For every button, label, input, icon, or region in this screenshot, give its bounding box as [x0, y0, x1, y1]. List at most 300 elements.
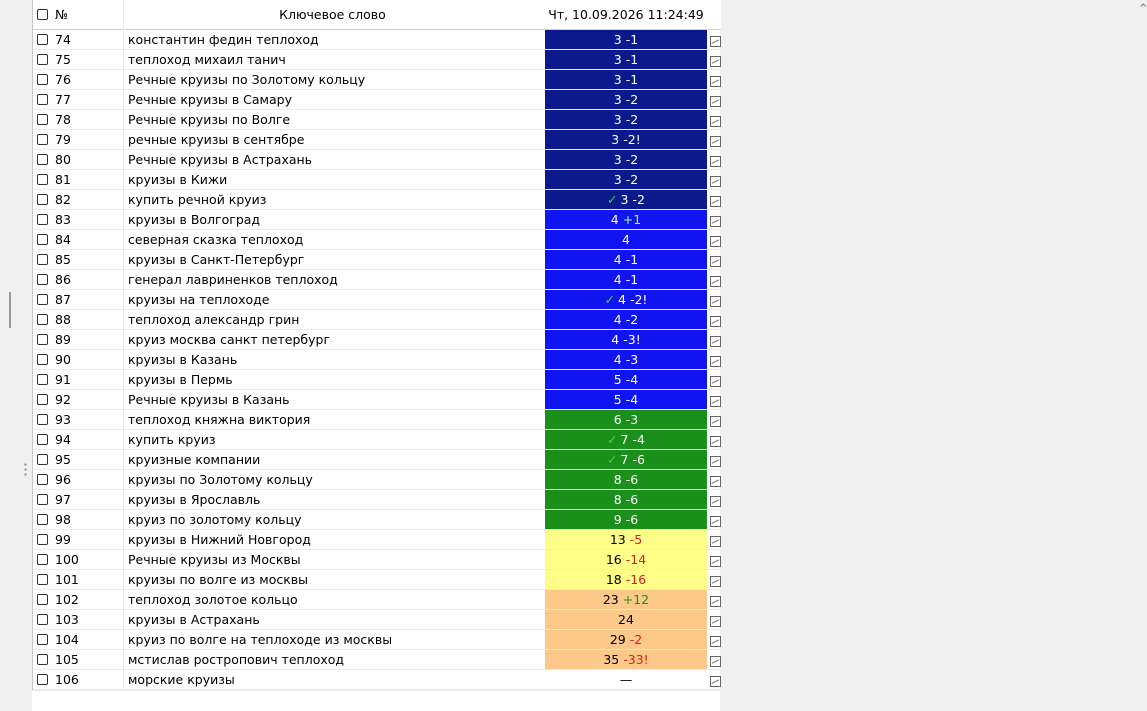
position-cell	[545, 650, 707, 669]
row-checkbox[interactable]	[37, 274, 48, 285]
position-cell	[545, 370, 707, 389]
row-checkbox[interactable]	[37, 74, 48, 85]
table-row[interactable]	[33, 150, 721, 170]
position-value: 3	[613, 172, 622, 187]
table-row[interactable]	[33, 370, 721, 390]
row-checkbox-cell[interactable]	[37, 310, 53, 329]
chart-icon[interactable]	[710, 336, 721, 347]
chart-icon[interactable]	[710, 116, 721, 127]
table-row[interactable]	[33, 310, 721, 330]
row-checkbox[interactable]	[37, 474, 48, 485]
chart-icon[interactable]	[710, 356, 721, 367]
chart-icon[interactable]	[710, 96, 721, 107]
keyword-cell[interactable]: круизы в Пермь	[123, 370, 541, 390]
keyword-cell[interactable]: круиз по золотому кольцу	[123, 510, 541, 530]
keyword-cell[interactable]: Речные круизы из Москвы	[123, 550, 541, 570]
chart-icon[interactable]	[710, 656, 721, 667]
table-row[interactable]	[33, 30, 721, 50]
row-number: 103	[55, 612, 79, 627]
row-checkbox-cell[interactable]	[37, 370, 53, 389]
row-number: 99	[55, 532, 71, 547]
row-checkbox-cell[interactable]	[37, 390, 53, 409]
row-checkbox-cell[interactable]	[37, 150, 53, 169]
chart-cell[interactable]	[709, 610, 721, 629]
row-checkbox-cell[interactable]	[37, 230, 53, 249]
position-delta: -3!	[623, 332, 641, 347]
row-checkbox-cell[interactable]	[37, 570, 53, 589]
keyword-cell[interactable]: теплоход золотое кольцо	[123, 590, 541, 610]
position-cell	[545, 330, 707, 349]
table-row[interactable]	[33, 570, 721, 590]
position-value: 3	[613, 112, 622, 127]
keyword-cell[interactable]: круизы в Астрахань	[123, 610, 541, 630]
table-row[interactable]	[33, 350, 721, 370]
row-checkbox-cell[interactable]	[37, 410, 53, 429]
position-delta: +12	[622, 592, 650, 607]
position-value: 18	[605, 572, 622, 587]
chart-cell[interactable]	[709, 490, 721, 509]
chart-icon[interactable]	[710, 376, 721, 387]
keyword-cell[interactable]: круизы в Волгоград	[123, 210, 541, 230]
row-checkbox-cell[interactable]	[37, 470, 53, 489]
table-row[interactable]	[33, 130, 721, 150]
chart-cell[interactable]	[709, 290, 721, 309]
row-checkbox[interactable]	[37, 94, 48, 105]
position-value: 4	[613, 312, 622, 327]
chart-icon[interactable]	[710, 76, 721, 87]
chart-cell[interactable]	[709, 330, 721, 349]
keyword-cell[interactable]: морские круизы	[123, 670, 541, 690]
column-header-keyword[interactable]: Ключевое слово	[123, 0, 541, 30]
chart-cell[interactable]	[709, 250, 721, 269]
chart-icon[interactable]	[710, 156, 721, 167]
chart-icon[interactable]	[710, 576, 721, 587]
position-cell	[545, 450, 707, 469]
checkmark-icon: ✓	[607, 432, 618, 447]
row-checkbox-cell[interactable]	[37, 490, 53, 509]
row-checkbox[interactable]	[37, 214, 48, 225]
table-row[interactable]	[33, 50, 721, 70]
position-delta: -2	[625, 112, 639, 127]
row-checkbox[interactable]	[37, 254, 48, 265]
chart-icon[interactable]	[710, 476, 721, 487]
table-row[interactable]	[33, 190, 721, 210]
row-number: 91	[55, 372, 71, 387]
row-checkbox[interactable]	[37, 154, 48, 165]
position-value: 3	[613, 92, 622, 107]
chart-cell[interactable]	[709, 130, 721, 149]
position-delta: -2	[625, 92, 639, 107]
row-checkbox-cell[interactable]	[37, 170, 53, 189]
keyword-cell[interactable]: круизы в Ярославль	[123, 490, 541, 510]
position-delta: -2	[632, 192, 645, 207]
chart-cell[interactable]	[709, 630, 721, 649]
position-value: 24	[618, 612, 634, 627]
position-cell	[545, 210, 707, 229]
position-delta: -6	[632, 452, 645, 467]
position-delta: -6	[625, 492, 639, 507]
row-checkbox[interactable]	[37, 454, 48, 465]
chart-icon[interactable]	[710, 36, 721, 47]
position-cell	[545, 130, 707, 149]
keywords-table	[32, 0, 1147, 710]
keyword-cell[interactable]: круизы по волге из москвы	[123, 570, 541, 590]
table-row[interactable]	[33, 630, 721, 650]
chart-cell[interactable]	[709, 390, 721, 409]
table-row[interactable]	[33, 550, 721, 570]
row-checkbox-cell[interactable]	[37, 530, 53, 549]
row-checkbox-cell[interactable]	[37, 450, 53, 469]
chart-icon[interactable]	[710, 296, 721, 307]
chart-icon[interactable]	[710, 276, 721, 287]
position-value: 4	[618, 292, 626, 307]
chart-cell[interactable]	[709, 350, 721, 369]
keyword-cell[interactable]: круизы в Казань	[123, 350, 541, 370]
chart-cell[interactable]	[709, 470, 721, 489]
select-all-checkbox[interactable]	[37, 9, 48, 20]
row-checkbox-cell[interactable]	[37, 50, 53, 69]
table-row[interactable]	[33, 390, 721, 410]
keyword-cell[interactable]: купить круиз	[123, 430, 541, 450]
row-checkbox-cell[interactable]	[37, 330, 53, 349]
chart-icon[interactable]	[710, 216, 721, 227]
row-checkbox-cell[interactable]	[37, 610, 53, 629]
row-checkbox[interactable]	[37, 554, 48, 565]
row-checkbox[interactable]	[37, 354, 48, 365]
row-number: 95	[55, 452, 71, 467]
row-number: 105	[55, 652, 79, 667]
chart-icon[interactable]	[710, 556, 721, 567]
keyword-cell[interactable]: круиз по волге на теплоходе из москвы	[123, 630, 541, 650]
table-row[interactable]	[33, 410, 721, 430]
keyword-cell[interactable]: круизы в Нижний Новгород	[123, 530, 541, 550]
chart-cell[interactable]	[709, 510, 721, 529]
position-cell	[545, 570, 707, 589]
row-number: 76	[55, 72, 71, 87]
chart-icon[interactable]	[710, 416, 721, 427]
row-number: 100	[55, 552, 79, 567]
row-checkbox[interactable]	[37, 494, 48, 505]
position-value: 4	[622, 232, 630, 247]
position-cell	[545, 610, 707, 629]
row-checkbox[interactable]	[37, 534, 48, 545]
chart-cell[interactable]	[709, 50, 721, 69]
chart-icon[interactable]	[710, 436, 721, 447]
keyword-cell[interactable]: теплоход михаил танич	[123, 50, 541, 70]
position-value: —	[619, 672, 633, 687]
row-checkbox-cell[interactable]	[37, 70, 53, 89]
position-cell	[545, 510, 707, 529]
row-checkbox-cell[interactable]	[37, 250, 53, 269]
position-cell	[545, 250, 707, 269]
position-delta: -16	[625, 572, 647, 587]
row-checkbox[interactable]	[37, 414, 48, 425]
table-row[interactable]	[33, 450, 721, 470]
position-delta: -1	[625, 32, 639, 47]
table-row[interactable]	[33, 170, 721, 190]
row-checkbox-cell[interactable]	[37, 290, 53, 309]
chart-cell[interactable]	[709, 550, 721, 569]
chart-cell[interactable]	[709, 230, 721, 249]
row-number: 81	[55, 172, 71, 187]
chart-icon[interactable]	[710, 596, 721, 607]
row-checkbox[interactable]	[37, 434, 48, 445]
row-number: 87	[55, 292, 71, 307]
chart-cell[interactable]	[709, 530, 721, 549]
position-delta: -4	[625, 392, 639, 407]
row-checkbox[interactable]	[37, 574, 48, 585]
chart-icon[interactable]	[710, 56, 721, 67]
chart-cell[interactable]	[709, 110, 721, 129]
position-delta: -3	[625, 412, 639, 427]
row-checkbox-cell[interactable]	[37, 130, 53, 149]
row-checkbox-cell[interactable]	[37, 30, 53, 49]
position-delta: -2	[625, 312, 639, 327]
row-checkbox-cell[interactable]	[37, 630, 53, 649]
row-number: 98	[55, 512, 71, 527]
position-value: 7	[620, 432, 629, 447]
chart-icon[interactable]	[710, 136, 721, 147]
row-number: 104	[55, 632, 79, 647]
keyword-cell[interactable]: генерал лавриненков теплоход	[123, 270, 541, 290]
row-checkbox-cell[interactable]	[37, 510, 53, 529]
row-checkbox-cell[interactable]	[37, 650, 53, 669]
keyword-cell[interactable]: круиз москва санкт петербург	[123, 330, 541, 350]
table-row[interactable]	[33, 90, 721, 110]
chart-icon[interactable]	[710, 676, 721, 687]
row-number: 89	[55, 332, 71, 347]
table-row[interactable]	[33, 590, 721, 610]
keyword-cell[interactable]: мстислав ростропович теплоход	[123, 650, 541, 670]
column-header-number[interactable]: №	[55, 7, 69, 22]
position-delta: -14	[625, 552, 647, 567]
chart-icon[interactable]	[710, 496, 721, 507]
position-value: 3	[613, 52, 622, 67]
row-checkbox[interactable]	[37, 294, 48, 305]
position-value: 7	[620, 452, 629, 467]
position-cell	[545, 170, 707, 189]
chart-icon[interactable]	[710, 316, 721, 327]
row-checkbox[interactable]	[37, 114, 48, 125]
position-cell	[545, 190, 707, 209]
chart-cell[interactable]	[709, 270, 721, 289]
chart-icon[interactable]	[710, 256, 721, 267]
table-row[interactable]	[33, 250, 721, 270]
position-delta: -33!	[623, 652, 649, 667]
row-checkbox-cell[interactable]	[37, 550, 53, 569]
position-delta: -4	[625, 372, 639, 387]
position-value: 13	[609, 532, 626, 547]
keyword-cell[interactable]: круизы на теплоходе	[123, 290, 541, 310]
keyword-cell[interactable]: Речные круизы по Волге	[123, 110, 541, 130]
keyword-cell[interactable]: теплоход княжна виктория	[123, 410, 541, 430]
position-value: 5	[613, 392, 622, 407]
row-number: 75	[55, 52, 71, 67]
position-delta: -3	[625, 352, 639, 367]
row-checkbox-cell[interactable]	[37, 270, 53, 289]
keyword-cell[interactable]: константин федин теплоход	[123, 30, 541, 50]
keyword-cell[interactable]: Речные круизы по Золотому кольцу	[123, 70, 541, 90]
row-number: 80	[55, 152, 71, 167]
position-cell	[545, 90, 707, 109]
table-row[interactable]	[33, 650, 721, 670]
chart-cell[interactable]	[709, 590, 721, 609]
row-number: 97	[55, 492, 71, 507]
column-header-date[interactable]	[545, 0, 1147, 30]
row-checkbox-cell[interactable]	[37, 110, 53, 129]
position-cell	[545, 50, 707, 69]
date-label: Чт, 10.09.2026 11:24:49	[548, 7, 704, 22]
row-checkbox-cell[interactable]	[37, 350, 53, 369]
position-cell	[545, 430, 707, 449]
row-checkbox[interactable]	[37, 654, 48, 665]
chart-icon[interactable]	[710, 536, 721, 547]
chart-icon[interactable]	[710, 636, 721, 647]
position-cell	[545, 270, 707, 289]
row-checkbox[interactable]	[37, 234, 48, 245]
row-checkbox[interactable]	[37, 134, 48, 145]
row-number: 78	[55, 112, 71, 127]
chart-cell[interactable]	[709, 410, 721, 429]
position-cell	[545, 630, 707, 649]
chart-icon[interactable]	[710, 396, 721, 407]
position-value: 4	[610, 212, 619, 227]
row-checkbox-cell[interactable]	[37, 90, 53, 109]
keyword-cell[interactable]: купить речной круиз	[123, 190, 541, 210]
row-checkbox-cell[interactable]	[37, 210, 53, 229]
position-cell	[545, 350, 707, 369]
position-cell	[545, 30, 707, 49]
position-value: 3	[613, 72, 622, 87]
keyword-cell[interactable]: Речные круизы в Самару	[123, 90, 541, 110]
row-checkbox[interactable]	[37, 34, 48, 45]
row-number: 92	[55, 392, 71, 407]
position-value: 8	[613, 472, 622, 487]
keyword-cell[interactable]: Речные круизы в Астрахань	[123, 150, 541, 170]
row-checkbox[interactable]	[37, 374, 48, 385]
horizontal-scrollbar[interactable]	[32, 690, 720, 711]
chart-cell[interactable]	[709, 450, 721, 469]
position-value: 4	[613, 272, 622, 287]
checkmark-icon: ✓	[604, 292, 616, 307]
keyword-cell[interactable]: речные круизы в сентябре	[123, 130, 541, 150]
row-number: 93	[55, 412, 71, 427]
chart-cell[interactable]	[709, 210, 721, 229]
position-cell	[545, 550, 707, 569]
keyword-cell[interactable]: теплоход александр грин	[123, 310, 541, 330]
keyword-cell[interactable]: круизы в Санкт-Петербург	[123, 250, 541, 270]
row-checkbox[interactable]	[37, 674, 48, 685]
table-row[interactable]	[33, 270, 721, 290]
row-checkbox[interactable]	[37, 194, 48, 205]
position-cell	[545, 290, 707, 309]
chart-cell[interactable]	[709, 190, 721, 209]
row-checkbox[interactable]	[37, 514, 48, 525]
row-number: 90	[55, 352, 71, 367]
table-header	[33, 0, 1147, 30]
row-checkbox[interactable]	[37, 634, 48, 645]
row-checkbox[interactable]	[37, 334, 48, 345]
table-row[interactable]	[33, 530, 721, 550]
chart-icon[interactable]	[710, 196, 721, 207]
chart-cell[interactable]	[709, 570, 721, 589]
select-all-cell[interactable]	[37, 0, 53, 30]
row-checkbox[interactable]	[37, 594, 48, 605]
keyword-cell[interactable]: круизы в Кижи	[123, 170, 541, 190]
table-row[interactable]	[33, 670, 721, 690]
splitter-handle[interactable]	[9, 292, 11, 328]
table-row[interactable]	[33, 470, 721, 490]
table-row[interactable]	[33, 110, 721, 130]
chart-cell[interactable]	[709, 150, 721, 169]
keyword-cell[interactable]: Речные круизы в Казань	[123, 390, 541, 410]
grip-dots-icon[interactable]	[24, 462, 27, 478]
chart-cell[interactable]	[709, 30, 721, 49]
position-value: 29	[609, 632, 626, 647]
row-checkbox-cell[interactable]	[37, 670, 53, 689]
position-delta: -2!	[629, 292, 648, 307]
keyword-cell[interactable]: круизные компании	[123, 450, 541, 470]
position-value: 3	[611, 132, 620, 147]
chart-cell[interactable]	[709, 170, 721, 189]
row-checkbox[interactable]	[37, 174, 48, 185]
row-number: 84	[55, 232, 71, 247]
chart-icon[interactable]	[710, 616, 721, 627]
table-row[interactable]	[33, 330, 721, 350]
row-checkbox[interactable]	[37, 394, 48, 405]
chart-icon[interactable]	[710, 236, 721, 247]
position-delta: -4	[632, 432, 645, 447]
row-checkbox-cell[interactable]	[37, 430, 53, 449]
chart-icon[interactable]	[710, 516, 721, 527]
row-checkbox[interactable]	[37, 314, 48, 325]
table-row[interactable]	[33, 510, 721, 530]
table-row[interactable]	[33, 610, 721, 630]
chart-icon[interactable]	[710, 176, 721, 187]
row-checkbox[interactable]	[37, 54, 48, 65]
chart-cell[interactable]	[709, 70, 721, 89]
table-row[interactable]	[33, 490, 721, 510]
row-number: 106	[55, 672, 79, 687]
position-cell	[545, 150, 707, 169]
chart-cell[interactable]	[709, 650, 721, 669]
row-checkbox-cell[interactable]	[37, 590, 53, 609]
position-delta: -1	[625, 52, 639, 67]
table-row[interactable]	[33, 290, 721, 310]
chart-icon[interactable]	[710, 456, 721, 467]
table-row[interactable]	[33, 210, 721, 230]
table-row[interactable]	[33, 230, 721, 250]
chart-cell[interactable]	[709, 310, 721, 329]
table-row[interactable]	[33, 430, 721, 450]
row-checkbox[interactable]	[37, 614, 48, 625]
row-number: 79	[55, 132, 71, 147]
position-delta: -1	[625, 72, 639, 87]
position-cell	[545, 670, 707, 689]
position-cell	[545, 70, 707, 89]
left-gutter	[0, 0, 32, 710]
chart-cell[interactable]	[709, 670, 721, 689]
keyword-cell[interactable]: круизы по Золотому кольцу	[123, 470, 541, 490]
position-delta: -1	[625, 252, 639, 267]
chart-cell[interactable]	[709, 430, 721, 449]
chart-cell[interactable]	[709, 90, 721, 109]
keyword-cell[interactable]: северная сказка теплоход	[123, 230, 541, 250]
table-row[interactable]	[33, 70, 721, 90]
chart-cell[interactable]	[709, 370, 721, 389]
row-number: 83	[55, 212, 71, 227]
row-checkbox-cell[interactable]	[37, 190, 53, 209]
